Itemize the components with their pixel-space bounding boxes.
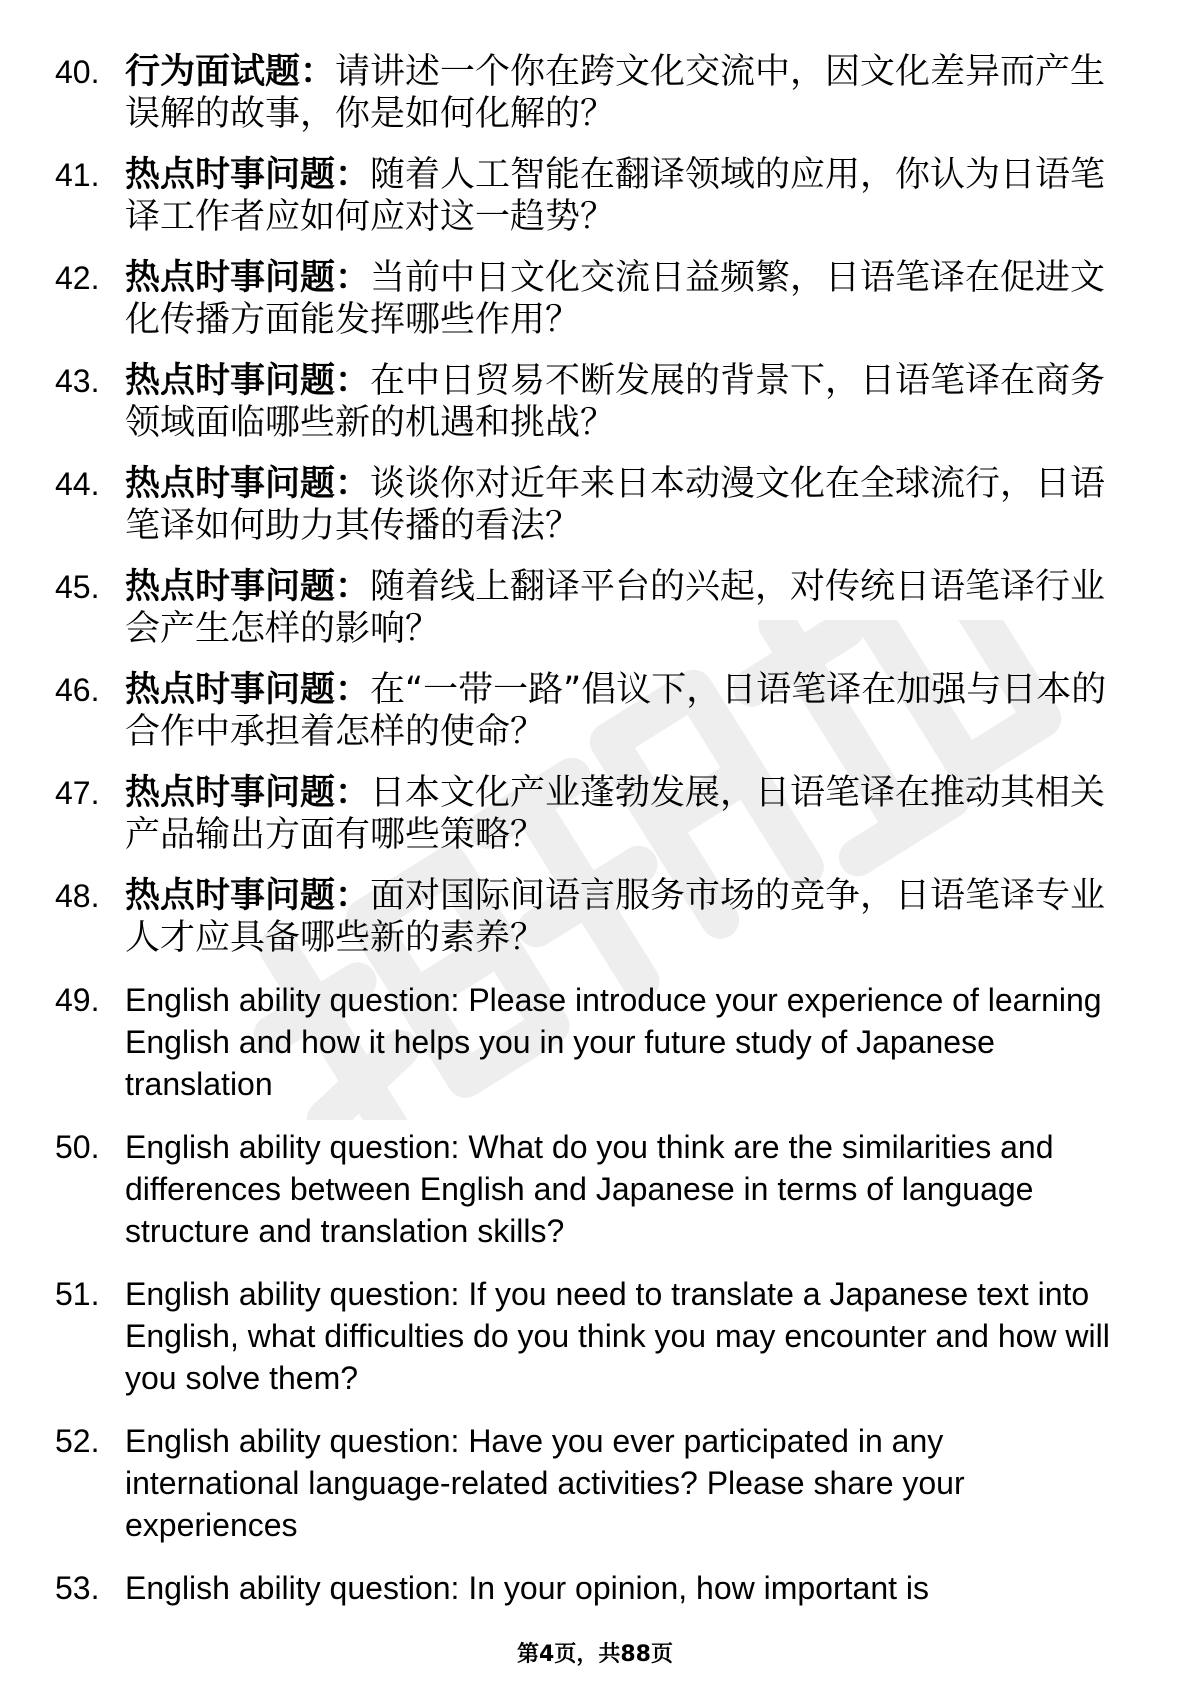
question-number: 51. <box>55 1276 100 1312</box>
question-item <box>55 1420 1125 1546</box>
question-body <box>125 567 1125 650</box>
question-text: 谈谈你对近年来日本动漫文化在全球流行，日语笔译如何助力其传播的看法？ <box>125 464 1106 546</box>
question-body <box>125 155 1125 238</box>
question-number: 44. <box>55 466 100 502</box>
question-text: English ability question: Have you ever participated in any international language-related activities? Please share your experiences <box>125 1423 965 1543</box>
question-number: 53. <box>55 1570 100 1606</box>
question-text: English ability question: Please introduce your experience of learning English and how it helps you in your future study of Japanese translation <box>125 982 1102 1102</box>
question-item <box>55 1567 1125 1609</box>
question-number: 46. <box>55 672 100 708</box>
question-text: 请讲述一个你在跨文化交流中，因文化差异而产生误解的故事，你是如何化解的？ <box>125 52 1106 134</box>
question-number: 50. <box>55 1129 100 1165</box>
question-number: 40. <box>55 54 100 90</box>
question-text: 日本文化产业蓬勃发展，日语笔译在推动其相关产品输出方面有哪些策略？ <box>125 773 1106 855</box>
question-text: 随着线上翻译平台的兴起，对传统日语笔译行业会产生怎样的影响？ <box>125 567 1106 649</box>
question-category: 行为面试题： <box>125 52 336 92</box>
question-item <box>55 361 1125 444</box>
question-number: 48. <box>55 878 100 914</box>
question-item <box>55 258 1125 341</box>
question-item <box>55 1273 1125 1399</box>
question-number: 47. <box>55 775 100 811</box>
question-category: 热点时事问题： <box>125 567 371 607</box>
question-category: 热点时事问题： <box>125 155 371 195</box>
question-item <box>55 464 1125 547</box>
question-text: 在“一带一路”倡议下，日语笔译在加强与日本的合作中承担着怎样的使命？ <box>125 670 1107 752</box>
question-text: English ability question: What do you think are the similarities and differences between English and Japanese in terms of language structure and translation skills? <box>125 1129 1054 1249</box>
question-category: 热点时事问题： <box>125 773 371 813</box>
page-number-footer: 第4页，共88页 <box>517 1642 673 1667</box>
question-text: 面对国际间语言服务市场的竞争，日语笔译专业人才应具备哪些新的素养？ <box>125 876 1106 958</box>
question-body <box>125 464 1125 547</box>
question-body <box>125 361 1125 444</box>
question-text: English ability question: If you need to translate a Japanese text into English, what difficulties do you think you may encounter and how will you solve them? <box>125 1276 1110 1396</box>
question-text: 随着人工智能在翻译领域的应用，你认为日语笔译工作者应如何应对这一趋势？ <box>125 155 1106 237</box>
question-item <box>55 670 1125 753</box>
question-text: English ability question: In your opinion, how important is <box>125 1570 929 1606</box>
question-item <box>55 876 1125 959</box>
question-category: 热点时事问题： <box>125 258 371 298</box>
question-number: 45. <box>55 569 100 605</box>
question-number: 42. <box>55 260 100 296</box>
question-body <box>125 670 1125 753</box>
question-category: 热点时事问题： <box>125 464 371 504</box>
question-category: 热点时事问题： <box>125 361 371 401</box>
question-item <box>55 1126 1125 1252</box>
question-number: 43. <box>55 363 100 399</box>
question-category: 热点时事问题： <box>125 876 371 916</box>
question-body <box>125 52 1125 135</box>
question-text: 当前中日文化交流日益频繁，日语笔译在促进文化传播方面能发挥哪些作用？ <box>125 258 1106 340</box>
question-item <box>55 773 1125 856</box>
question-body <box>125 773 1125 856</box>
question-number: 49. <box>55 982 100 1018</box>
question-item <box>55 979 1125 1105</box>
question-item <box>55 567 1125 650</box>
question-body <box>125 876 1125 959</box>
question-category: 热点时事问题： <box>125 670 371 710</box>
question-body <box>125 258 1125 341</box>
question-item <box>55 155 1125 238</box>
question-item <box>55 52 1125 135</box>
question-number: 52. <box>55 1423 100 1459</box>
question-text: 在中日贸易不断发展的背景下，日语笔译在商务领域面临哪些新的机遇和挑战？ <box>125 361 1106 443</box>
question-number: 41. <box>55 157 100 193</box>
question-list <box>55 52 1125 1630</box>
